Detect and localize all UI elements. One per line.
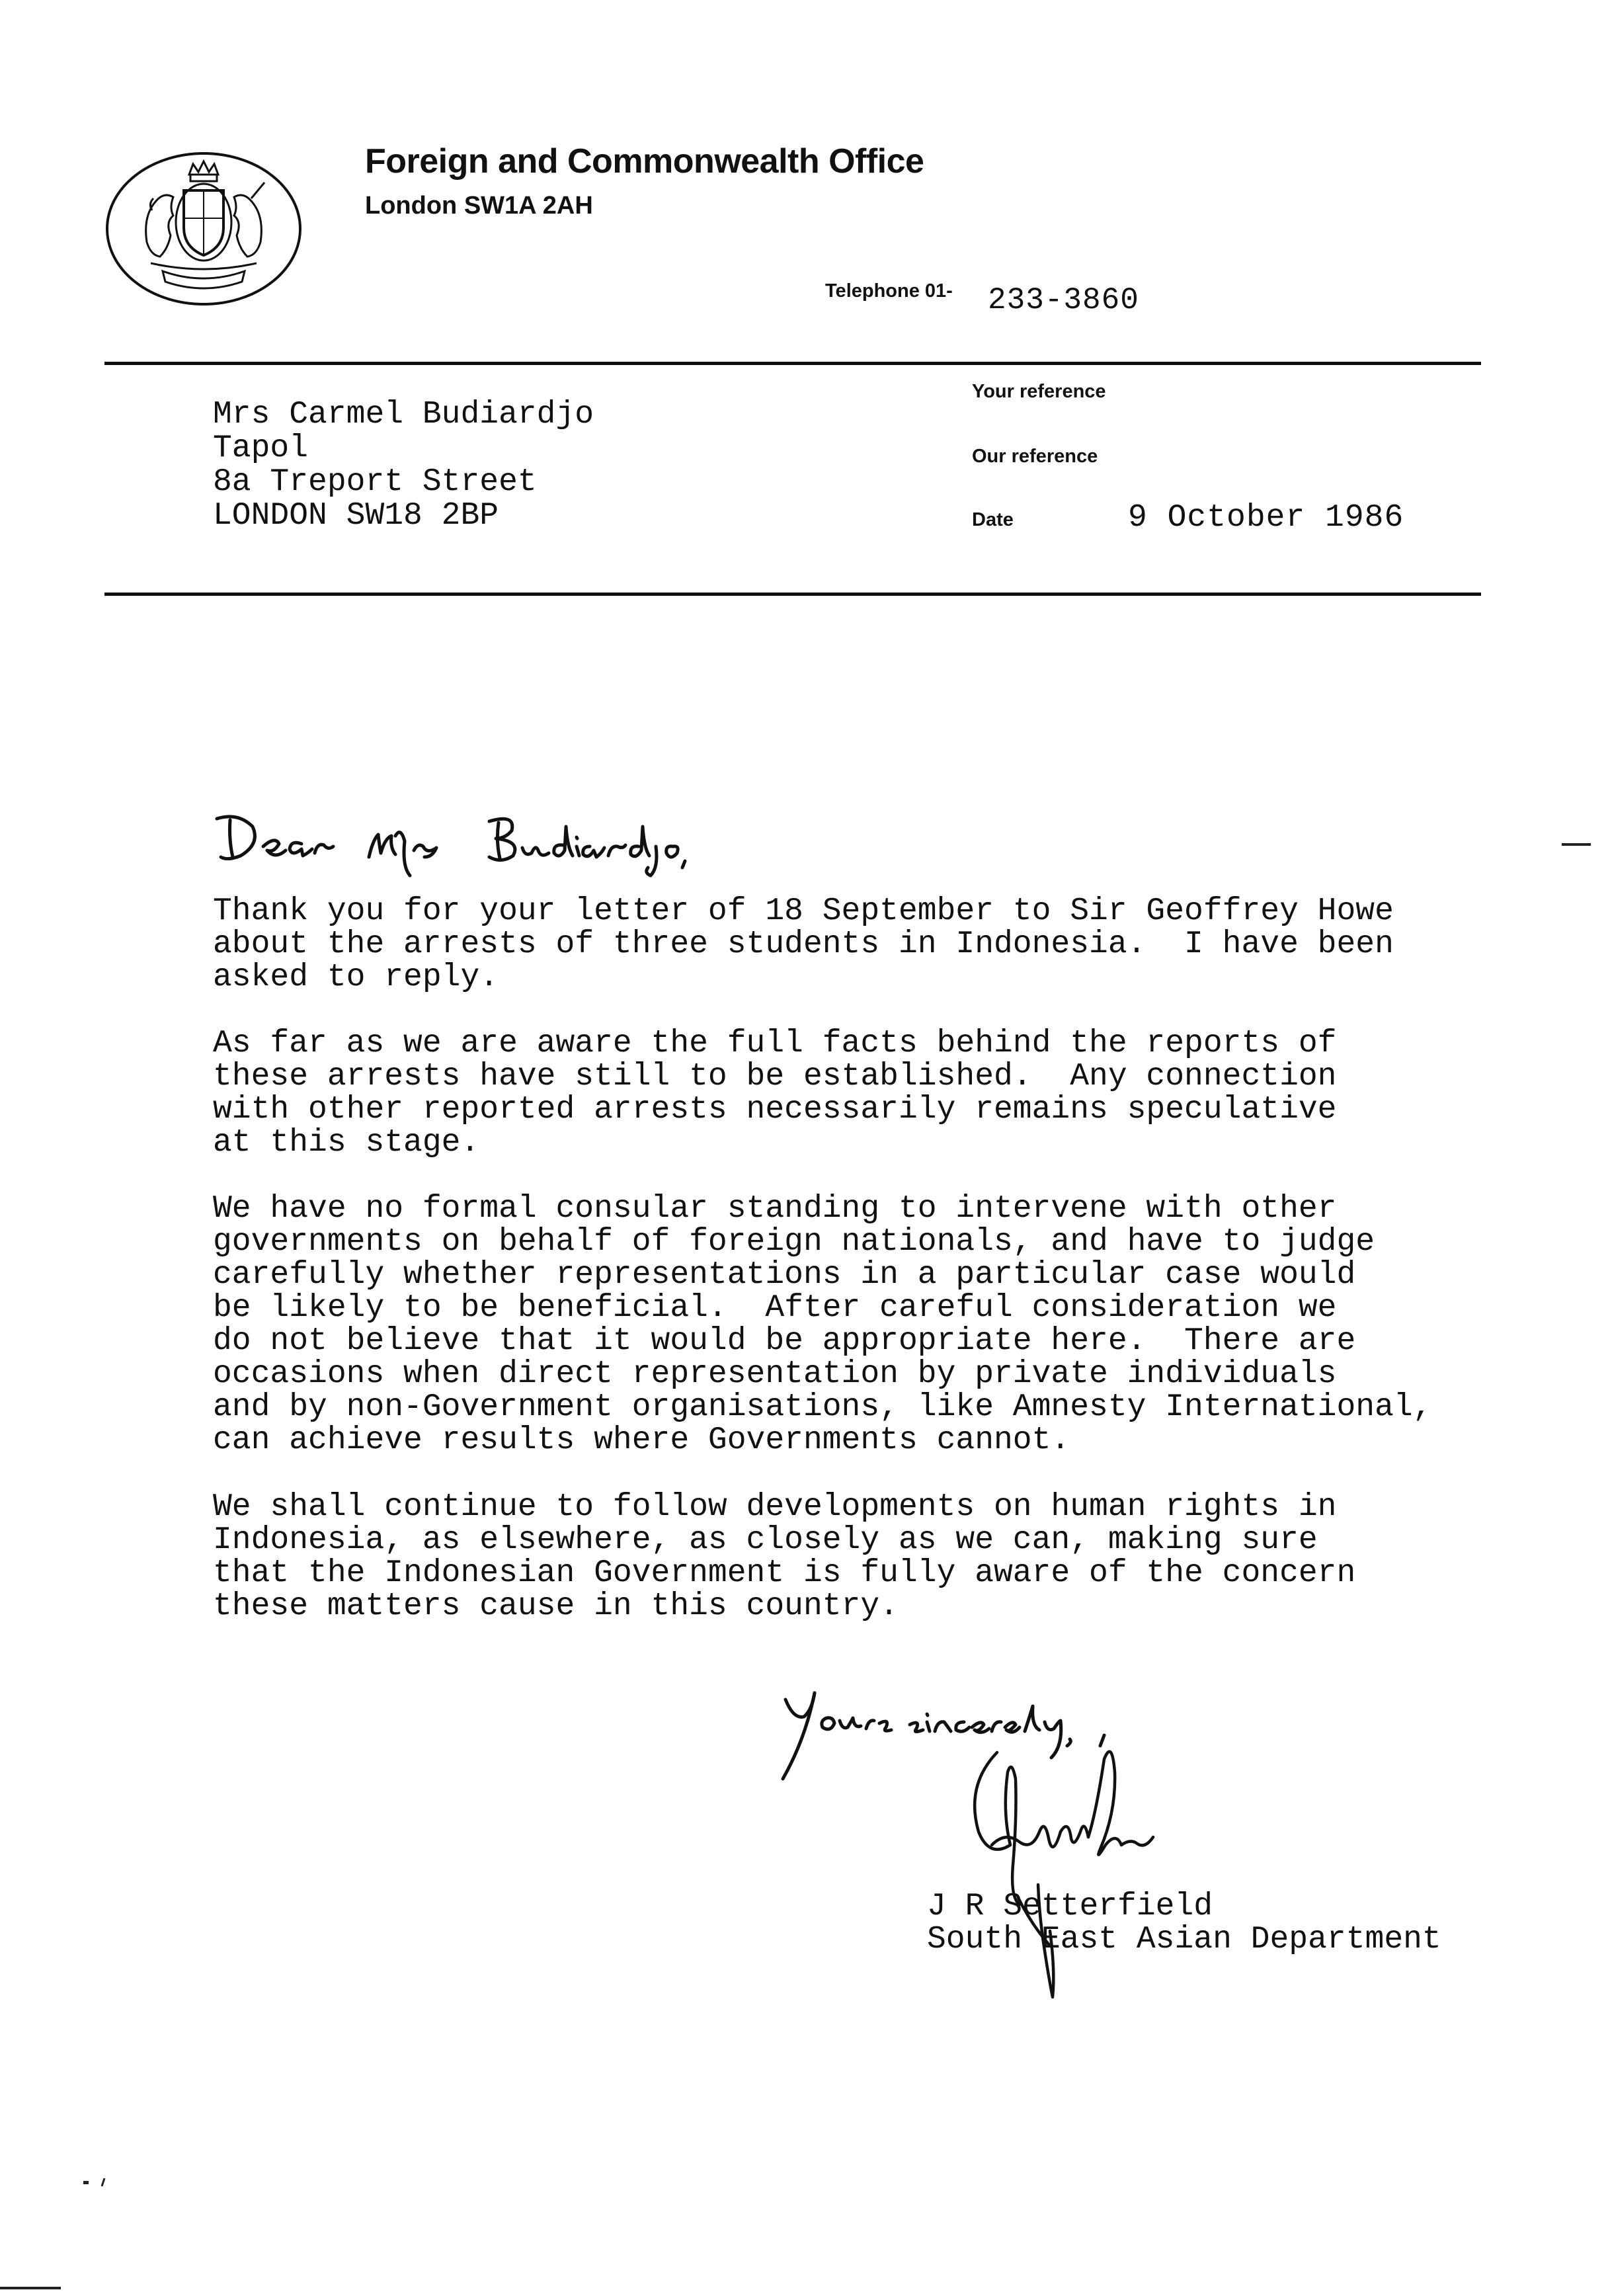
organisation-name: Foreign and Commonwealth Office <box>365 142 924 181</box>
letter-paragraph: We shall continue to follow developments on human rights in Indonesia, as elsewhere, as closely as we can, making sure that the Indonesian Government is fully aware of the concern these matters cause in this country. <box>213 1489 1356 1624</box>
your-reference-label: Your reference <box>972 381 1106 402</box>
recipient-organisation: Tapol <box>213 430 309 466</box>
date-label: Date <box>972 509 1014 530</box>
organisation-address: London SW1A 2AH <box>365 192 593 220</box>
signatory-name: J R Setterfield <box>927 1889 1213 1924</box>
margin-fold-mark <box>1562 843 1591 846</box>
letter-paragraph: We have no formal consular standing to intervene with other governments on behalf of foreign nationals, and have to judge carefully whether representations in a particular case would be likely to be beneficial. After careful consideration we do not believe that it would be appropriate here. There are occasions when direct representation by private individuals and by non-Government organisations, like Amnesty International, can achieve results where Governments cannot. <box>213 1191 1432 1458</box>
royal-coat-of-arms-icon <box>104 149 303 308</box>
header-rule-top <box>104 362 1481 365</box>
recipient-name: Mrs Carmel Budiardjo <box>213 397 594 432</box>
recipient-city: LONDON SW18 2BP <box>213 498 499 534</box>
telephone-number: 233-3860 <box>988 283 1139 317</box>
letter-paragraph: As far as we are aware the full facts behind the reports of these arrests have still to be established. Any connection with other reported arrests necessarily remains speculative at this stage. <box>213 1026 1337 1161</box>
signatory-department: South East Asian Department <box>927 1922 1441 1957</box>
handwritten-salutation <box>212 807 714 880</box>
signature <box>939 1733 1256 2010</box>
our-reference-label: Our reference <box>972 446 1098 467</box>
signatory-block <box>927 1890 1441 1956</box>
scan-speck <box>82 2176 115 2189</box>
telephone-label: Telephone 01- <box>825 280 953 302</box>
letter-paragraph: Thank you for your letter of 18 September to Sir Geoffrey Howe about the arrests of three students in Indonesia. I have been asked to reply. <box>213 893 1394 995</box>
recipient-address <box>213 398 594 533</box>
date-value: 9 October 1986 <box>1128 500 1404 536</box>
recipient-street: 8a Treport Street <box>213 464 537 500</box>
header-rule-bottom <box>104 593 1481 596</box>
page-edge-rule <box>0 2287 61 2289</box>
